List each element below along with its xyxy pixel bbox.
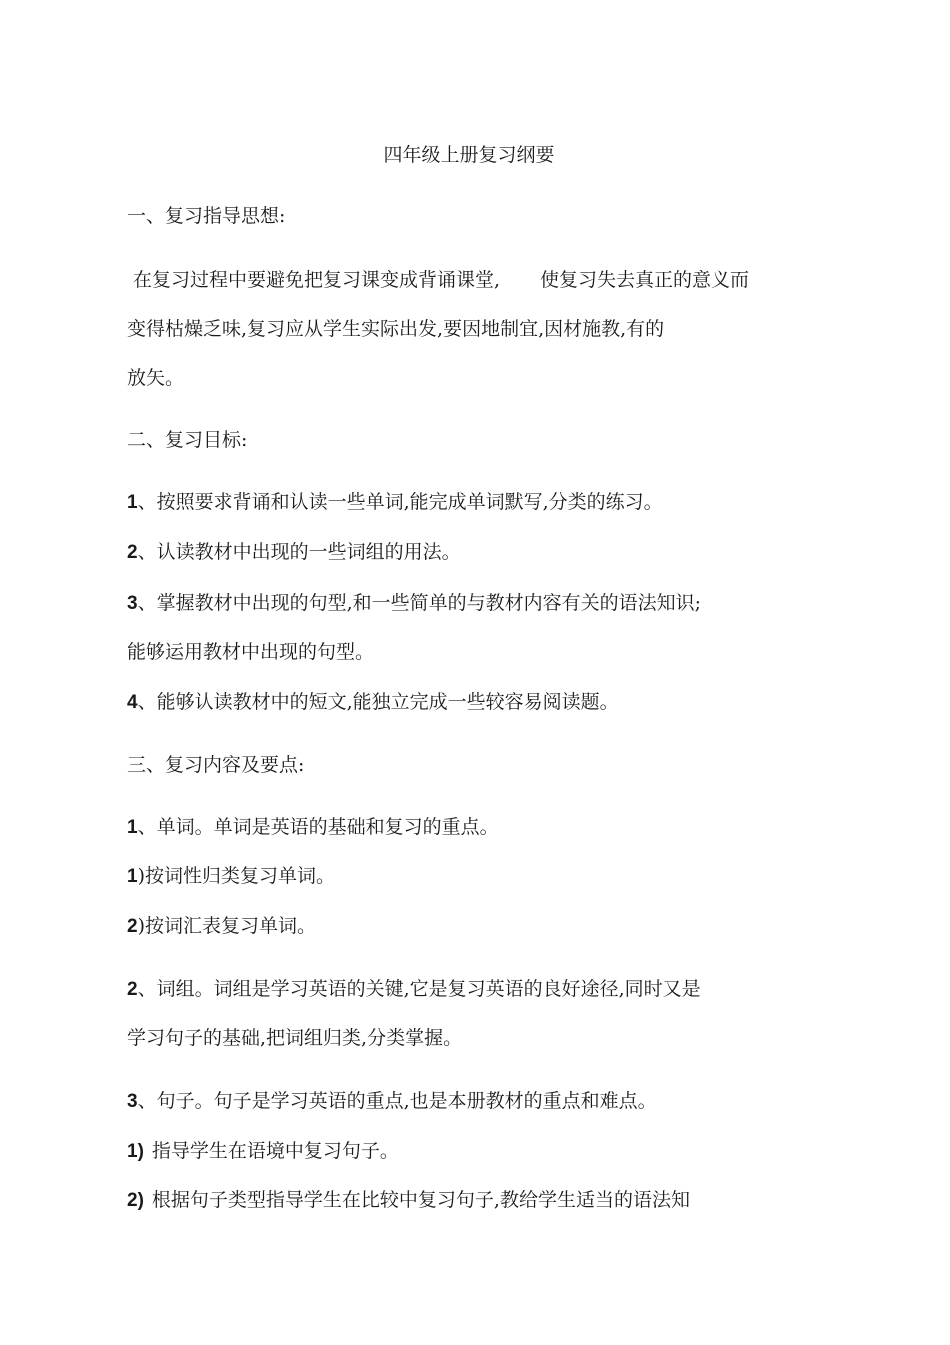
item-number: 2 xyxy=(127,542,138,563)
item-text: 、按照要求背诵和认读一些单词,能完成单词默写,分类的练习。 xyxy=(137,491,663,513)
section-heading-content: 三、复习内容及要点: xyxy=(127,754,305,776)
list-item xyxy=(127,490,663,515)
list-item-continuation: 学习句子的基础,把词组归类,分类掌握。 xyxy=(127,1027,463,1049)
item-text: 指导学生在语境中复习句子。 xyxy=(151,1140,399,1162)
section-heading-goals: 二、复习目标: xyxy=(127,429,248,451)
item-number: 1 xyxy=(127,866,138,887)
list-item xyxy=(127,540,461,565)
item-number: 2 xyxy=(127,979,138,1000)
list-item xyxy=(127,815,499,840)
item-number: 3 xyxy=(127,593,138,614)
item-text: 、单词。单词是英语的基础和复习的重点。 xyxy=(137,816,499,838)
paragraph-line: 变得枯燥乏味,复习应从学生实际出发,要因地制宜,因材施教,有的 xyxy=(127,318,665,340)
list-item xyxy=(127,591,701,616)
list-item-continuation: 能够运用教材中出现的句型。 xyxy=(127,641,375,663)
item-number: 2 xyxy=(127,916,138,937)
item-number: 1 xyxy=(127,492,138,513)
paragraph-line: 放矢。 xyxy=(127,367,185,389)
item-text: )按词汇表复习单词。 xyxy=(137,915,316,937)
item-text: )按词性归类复习单词。 xyxy=(137,865,335,887)
section-heading-guiding-idea: 一、复习指导思想: xyxy=(127,205,286,227)
list-item xyxy=(127,977,701,1002)
item-text: 、能够认读教材中的短文,能独立完成一些较容易阅读题。 xyxy=(137,691,619,713)
sub-list-item xyxy=(127,1188,690,1213)
list-item xyxy=(127,1089,657,1114)
document-title: 四年级上册复习纲要 xyxy=(383,144,555,166)
paragraph-text: 在复习过程中要避免把复习课变成背诵课堂, xyxy=(133,269,501,291)
item-number: 3 xyxy=(127,1091,138,1112)
item-text: 、词组。词组是学习英语的关键,它是复习英语的良好途径,同时又是 xyxy=(137,978,701,1000)
item-number: 1 xyxy=(127,817,138,838)
item-number: 4 xyxy=(127,692,138,713)
sub-list-item xyxy=(127,914,316,939)
sub-list-item xyxy=(127,864,335,889)
item-number: 2) xyxy=(127,1190,144,1211)
paragraph-line xyxy=(133,268,749,292)
sub-list-item xyxy=(127,1139,399,1164)
item-text: 、认读教材中出现的一些词组的用法。 xyxy=(137,541,461,563)
item-text: 、掌握教材中出现的句型,和一些简单的与教材内容有关的语法知识; xyxy=(137,592,702,614)
paragraph-text: 使复习失去真正的意义而 xyxy=(540,269,750,291)
item-text: 根据句子类型指导学生在比较中复习句子,教给学生适当的语法知 xyxy=(151,1189,690,1211)
item-number: 1) xyxy=(127,1141,144,1162)
list-item xyxy=(127,690,619,715)
item-text: 、句子。句子是学习英语的重点,也是本册教材的重点和难点。 xyxy=(137,1090,657,1112)
